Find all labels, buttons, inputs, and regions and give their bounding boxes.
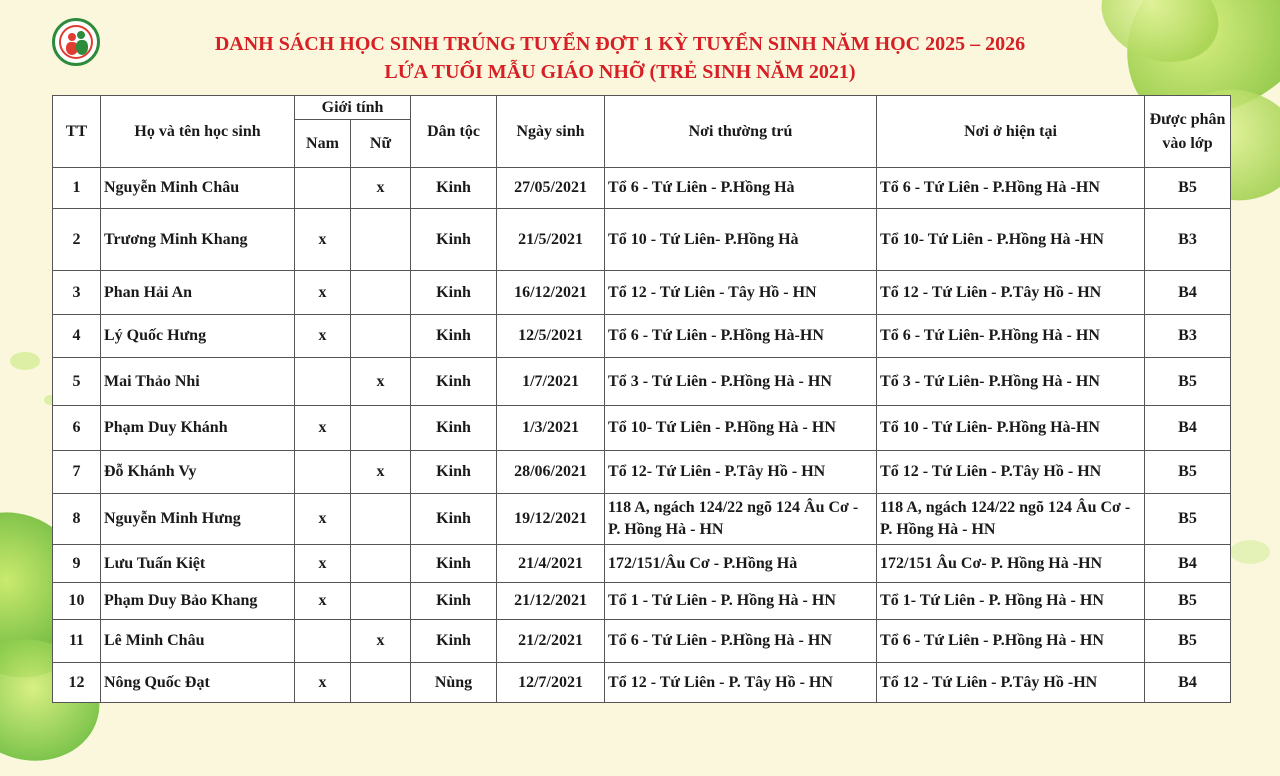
header-class: Được phân vào lớp [1145,96,1231,168]
cell-current: Tổ 12 - Tứ Liên - P.Tây Hồ - HN [877,271,1145,315]
cell-permanent: 118 A, ngách 124/22 ngõ 124 Âu Cơ - P. Hồng Hà - HN [605,494,877,545]
cell-ethnicity: Kinh [411,545,497,583]
table-row [53,315,1231,358]
cell-permanent: Tổ 6 - Tứ Liên - P.Hồng Hà - HN [605,620,877,663]
header-current: Nơi ở hiện tại [877,96,1145,168]
cell-dob: 1/7/2021 [497,358,605,406]
cell-male: x [295,315,351,358]
table-row [53,663,1231,703]
cell-current: Tổ 1- Tứ Liên - P. Hồng Hà - HN [877,583,1145,620]
cell-ethnicity: Kinh [411,315,497,358]
cell-male: x [295,209,351,271]
cell-female [351,406,411,451]
cell-male: x [295,271,351,315]
cell-female: x [351,168,411,209]
cell-class: B5 [1145,620,1231,663]
cell-name: Lý Quốc Hưng [101,315,295,358]
cell-tt: 1 [53,168,101,209]
cell-name: Trương Minh Khang [101,209,295,271]
bubble-decoration [1230,540,1270,564]
cell-name: Phan Hải An [101,271,295,315]
cell-permanent: Tổ 12- Tứ Liên - P.Tây Hồ - HN [605,451,877,494]
cell-name: Đỗ Khánh Vy [101,451,295,494]
cell-class: B5 [1145,168,1231,209]
cell-current: Tổ 10 - Tứ Liên- P.Hồng Hà-HN [877,406,1145,451]
table-row [53,271,1231,315]
cell-male [295,168,351,209]
cell-name: Lưu Tuấn Kiệt [101,545,295,583]
cell-female [351,494,411,545]
cell-ethnicity: Kinh [411,271,497,315]
cell-name: Lê Minh Châu [101,620,295,663]
cell-permanent: Tổ 10 - Tứ Liên- P.Hồng Hà [605,209,877,271]
cell-dob: 28/06/2021 [497,451,605,494]
cell-dob: 12/5/2021 [497,315,605,358]
cell-class: B4 [1145,271,1231,315]
cell-male: x [295,494,351,545]
cell-class: B3 [1145,315,1231,358]
cell-tt: 11 [53,620,101,663]
cell-male: x [295,406,351,451]
cell-male: x [295,545,351,583]
cell-dob: 21/5/2021 [497,209,605,271]
header-name: Họ và tên học sinh [101,96,295,168]
cell-permanent: Tổ 6 - Tứ Liên - P.Hồng Hà-HN [605,315,877,358]
cell-dob: 21/12/2021 [497,583,605,620]
student-table [52,95,1231,703]
cell-ethnicity: Kinh [411,451,497,494]
cell-name: Nguyễn Minh Châu [101,168,295,209]
header-male: Nam [295,120,351,168]
cell-class: B4 [1145,406,1231,451]
table-row [53,620,1231,663]
cell-permanent: Tổ 1 - Tứ Liên - P. Hồng Hà - HN [605,583,877,620]
cell-dob: 19/12/2021 [497,494,605,545]
cell-class: B3 [1145,209,1231,271]
table-row [53,494,1231,545]
cell-tt: 7 [53,451,101,494]
cell-male [295,620,351,663]
cell-female [351,271,411,315]
cell-tt: 2 [53,209,101,271]
table-row [53,545,1231,583]
cell-female [351,315,411,358]
cell-name: Nguyễn Minh Hưng [101,494,295,545]
cell-dob: 21/4/2021 [497,545,605,583]
cell-male: x [295,583,351,620]
cell-permanent: Tổ 10- Tứ Liên - P.Hồng Hà - HN [605,406,877,451]
header-dob: Ngày sinh [497,96,605,168]
page-title [110,30,1130,86]
cell-dob: 27/05/2021 [497,168,605,209]
cell-male: x [295,663,351,703]
cell-female [351,663,411,703]
cell-current: Tổ 3 - Tứ Liên- P.Hồng Hà - HN [877,358,1145,406]
cell-dob: 16/12/2021 [497,271,605,315]
cell-class: B4 [1145,663,1231,703]
cell-permanent: Tổ 6 - Tứ Liên - P.Hồng Hà [605,168,877,209]
cell-tt: 10 [53,583,101,620]
table-row [53,451,1231,494]
cell-tt: 8 [53,494,101,545]
cell-dob: 21/2/2021 [497,620,605,663]
cell-name: Phạm Duy Khánh [101,406,295,451]
cell-dob: 12/7/2021 [497,663,605,703]
cell-permanent: 172/151/Âu Cơ - P.Hồng Hà [605,545,877,583]
cell-current: 118 A, ngách 124/22 ngõ 124 Âu Cơ - P. Hồng Hà - HN [877,494,1145,545]
cell-tt: 4 [53,315,101,358]
cell-current: 172/151 Âu Cơ- P. Hồng Hà -HN [877,545,1145,583]
cell-permanent: Tổ 3 - Tứ Liên - P.Hồng Hà - HN [605,358,877,406]
cell-class: B5 [1145,583,1231,620]
cell-ethnicity: Kinh [411,168,497,209]
cell-female: x [351,451,411,494]
title-line-1: DANH SÁCH HỌC SINH TRÚNG TUYỂN ĐỢT 1 KỲ TUYỂN SINH NĂM HỌC 2025 – 2026 [214,33,1026,55]
bubble-decoration [10,352,40,370]
cell-tt: 12 [53,663,101,703]
table-row [53,406,1231,451]
cell-female [351,209,411,271]
cell-dob: 1/3/2021 [497,406,605,451]
cell-ethnicity: Nùng [411,663,497,703]
cell-class: B5 [1145,494,1231,545]
cell-ethnicity: Kinh [411,406,497,451]
header-female: Nữ [351,120,411,168]
cell-current: Tổ 6 - Tứ Liên - P.Hồng Hà - HN [877,620,1145,663]
cell-permanent: Tổ 12 - Tứ Liên - P. Tây Hồ - HN [605,663,877,703]
cell-female [351,545,411,583]
cell-name: Nông Quốc Đạt [101,663,295,703]
table-row [53,358,1231,406]
table-row [53,583,1231,620]
cell-female: x [351,358,411,406]
cell-permanent: Tổ 12 - Tứ Liên - Tây Hồ - HN [605,271,877,315]
header-ethnicity: Dân tộc [411,96,497,168]
header-gender: Giới tính [295,96,411,120]
table-row [53,168,1231,209]
cell-female [351,583,411,620]
cell-current: Tổ 6 - Tứ Liên - P.Hồng Hà -HN [877,168,1145,209]
cell-ethnicity: Kinh [411,620,497,663]
cell-tt: 5 [53,358,101,406]
cell-current: Tổ 12 - Tứ Liên - P.Tây Hồ -HN [877,663,1145,703]
cell-class: B5 [1145,451,1231,494]
cell-ethnicity: Kinh [411,494,497,545]
cell-ethnicity: Kinh [411,358,497,406]
title-line-2: LỨA TUỔI MẪU GIÁO NHỠ (TRẺ SINH NĂM 2021) [384,61,856,83]
header-permanent: Nơi thường trú [605,96,877,168]
cell-current: Tổ 10- Tứ Liên - P.Hồng Hà -HN [877,209,1145,271]
table-row [53,209,1231,271]
cell-tt: 9 [53,545,101,583]
header-tt: TT [53,96,101,168]
cell-ethnicity: Kinh [411,583,497,620]
cell-name: Phạm Duy Bảo Khang [101,583,295,620]
cell-current: Tổ 12 - Tứ Liên - P.Tây Hồ - HN [877,451,1145,494]
cell-female: x [351,620,411,663]
cell-class: B5 [1145,358,1231,406]
cell-name: Mai Thảo Nhi [101,358,295,406]
table-body [53,168,1231,703]
cell-tt: 3 [53,271,101,315]
cell-male [295,451,351,494]
cell-current: Tổ 6 - Tứ Liên- P.Hồng Hà - HN [877,315,1145,358]
school-logo [52,18,100,66]
cell-tt: 6 [53,406,101,451]
cell-ethnicity: Kinh [411,209,497,271]
cell-male [295,358,351,406]
cell-class: B4 [1145,545,1231,583]
